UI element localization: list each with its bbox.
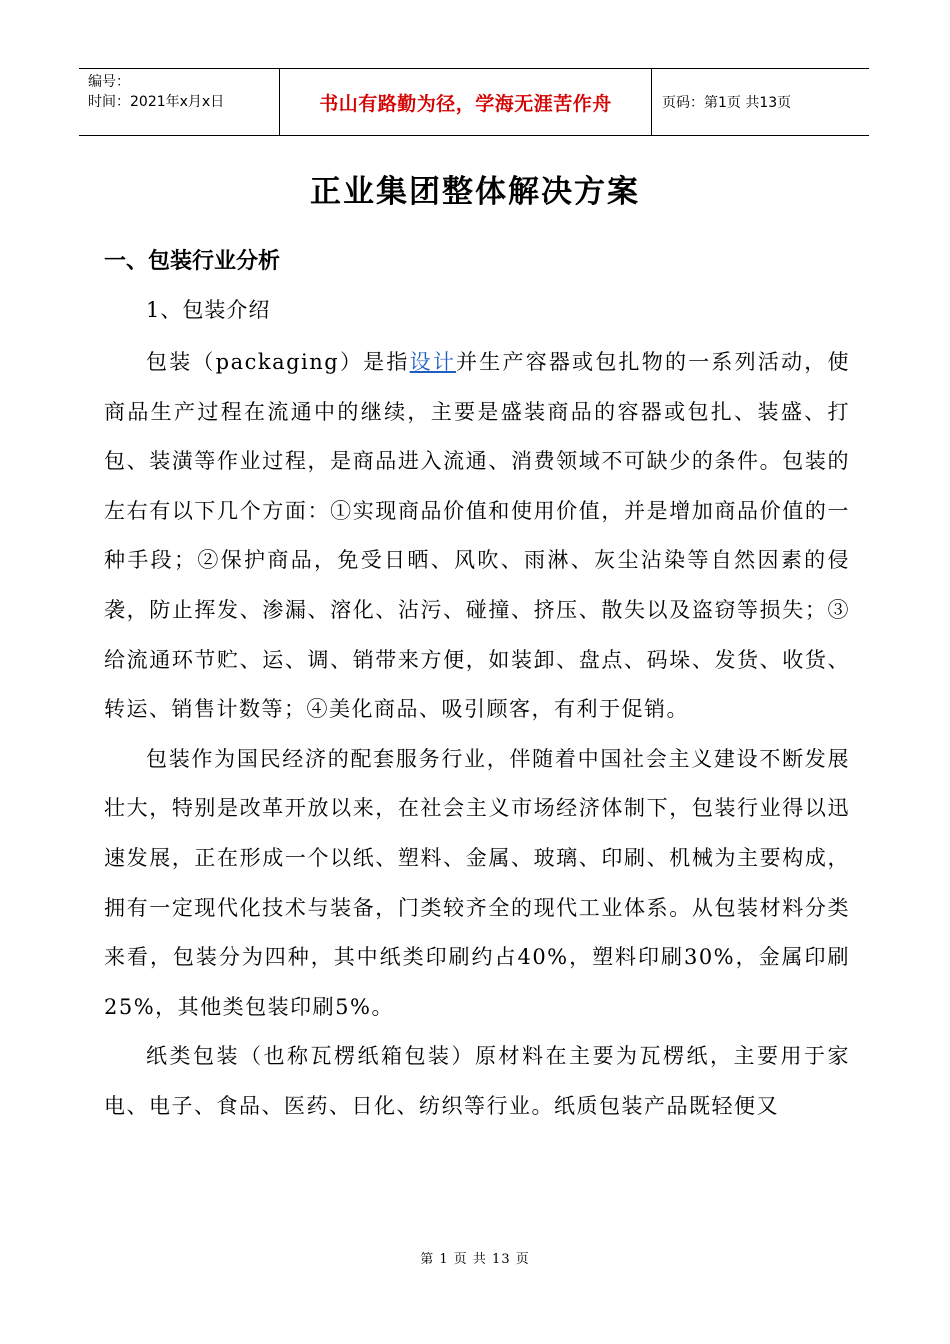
header-page-info: 页码：第1页 共13页 xyxy=(662,95,792,111)
document-number-label: 编号： xyxy=(88,74,130,90)
paragraph-industry-overview: 包装作为国民经济的配套服务行业，伴随着中国社会主义建设不断发展壮大，特别是改革开放以来，在社会主义市场经济体制下，包装行业得以迅速发展，正在形成一个以纸、塑料、金属、玻璃、印刷、机械为主要构成，拥有一定现代化技术与装备，门类较齐全的现代工业体系。从包装材料分类来看，包装分为四种，其中纸类印刷约占40%，塑料印刷30%，金属印刷25%，其他类包装印刷5%。 xyxy=(104,746,850,1019)
paragraph-packaging-intro xyxy=(104,338,850,735)
header-page-cell xyxy=(652,69,869,135)
section-heading: 一、包装行业分析 xyxy=(104,249,281,274)
subsection-heading: 1、包装介绍 xyxy=(146,298,271,322)
header-meta-cell xyxy=(79,69,280,135)
header-motto-cell xyxy=(280,69,652,135)
paragraph-paper-packaging: 纸类包装（也称瓦楞纸箱包装）原材料在主要为瓦楞纸，主要用于家电、电子、食品、医药、日化、纺织等行业。纸质包装产品既轻便又 xyxy=(104,1044,850,1118)
paragraph-1-rest: 并生产容器或包扎物的一系列活动，使商品生产过程在流通中的继续，主要是盛装商品的容器或包扎、装盛、打包、装潢等作业过程，是商品进入流通、消费领域不可缺少的条件。包装的左右有以下几个方面：①实现商品价值和使用价值，并是增加商品价值的一种手段；②保护商品，免受日晒、风吹、雨淋、灰尘沾染等自然因素的侵袭，防止挥发、渗漏、溶化、沾污、碰撞、挤压、散失以及盗窃等损失；③给流通环节贮、运、调、销带来方便，如装卸、盘点、码垛、发货、收货、转运、销售计数等；④美化商品、吸引顾客，有利于促销。 xyxy=(104,350,850,722)
header-table xyxy=(79,68,869,136)
page-footer: 第 1 页 共 13 页 xyxy=(420,1252,530,1267)
header-motto: 书山有路勤为径，学海无涯苦作舟 xyxy=(319,92,612,115)
document-date: 时间：2021年x月x日 xyxy=(88,94,225,110)
design-link[interactable]: 设计 xyxy=(409,350,457,374)
document-title: 正业集团整体解决方案 xyxy=(310,174,640,210)
paragraph-1-lead: 包装（packaging）是指 xyxy=(146,350,410,374)
document-body xyxy=(104,338,850,1132)
